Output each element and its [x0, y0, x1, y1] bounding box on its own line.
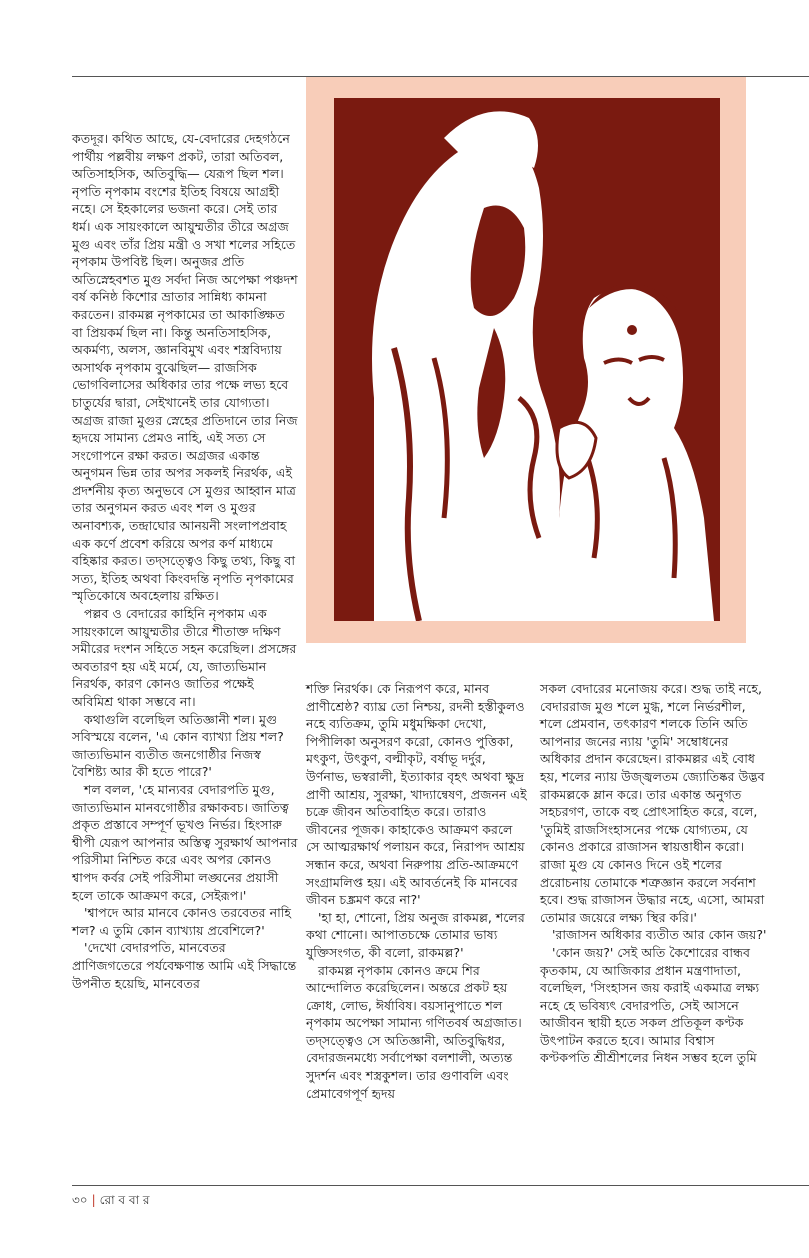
paragraph: 'হা হা, শোনো, প্রিয় অনুজ রাকমল্ল, শলের কথা শোনো। আপাতচক্ষে তোমার ভাষ্য যুক্তিসংগত, কী বলো, রাকমল্ল?' [306, 909, 525, 960]
paragraph: কথাগুলি বলেছিল অতিজ্ঞানী শল। মুগু সবিস্ময়ে বলেন, 'এ কোন ব্যাখ্যা প্রিয় শল? জাত্যভিমান ব্যতীত জনগোষ্ঠীর নিজস্ব বৈশিষ্ট্য আর কী হতে পারে?' [72, 711, 284, 780]
paragraph: 'কোন জয়?' সেই অতি কৈশোরের বান্ধব কৃতকাম, যে আজিকার প্রধান মন্ত্রণাদাতা, বলেছিল, 'সিংহাসন জয় করাই একমাত্র লক্ষ্য নহে হে ভবিষ্যৎ বেদারপতি, সেই আসনে আজীবন স্থায়ী হতে সকল প্রতিকূল কণ্টক উৎপাটন করতে হবে। আমার বিশ্বাস কণ্টকপতি শ্রীশ্রীশলের নিধন সম্ভব হলে তুমি [540, 944, 760, 1066]
paragraph: শল বলল, 'হে মান্যবর বেদারপতি মুগু, জাত্যভিমান মানবগোষ্ঠীর রক্ষাকবচ। জাতিত্ব প্রকৃত প্রস্তাবে সম্পূর্ণ ভূখণ্ড নির্ভর। হিংসারু শ্বীপী যেরূপ আপনার অস্তিত্ব সুরক্ষার্থ আপনার পরিসীমা নিশ্চিত করে এবং অপর কোনও শ্বাপদ কর্বর সেই পরিসীমা লঙ্ঘনের প্রয়াসী হলে তাকে আক্রমণ করে, সেইরূপ।' [72, 781, 298, 903]
illustration-art [334, 98, 720, 621]
text-column-1 [72, 130, 298, 992]
woodcut-illustration [334, 98, 720, 621]
text-column-2 [306, 680, 528, 1102]
footer-separator: | [91, 1193, 96, 1207]
paragraph: সকল বেদারের মনোজয় করে। শুদ্ধ তাই নহে, বেদাররাজ মুগু শলে মুগ্ধ, শলে নির্ভরশীল, শলে প্রেমবান, তৎকারণ শলকে তিনি অতি আপনার জনের ন্যায় 'তুমি' সম্বোধনের অধিকার প্রদান করেছেন। রাকমল্লর এই বোধ হয়, শলের ন্যায় উজ্জ্বলতম জ্যোতিষ্কর উদ্ভব রাকমল্লকে ম্লান করে। তার একান্ত অনুগত সহচরগণ, তাকে বহু প্রোৎসাহিত করে, বলে, 'তুমিই রাজসিংহাসনের পক্ষে যোগ্যতম, যে কোনও প্রকারে রাজাসন স্বায়ত্তাধীন করো। রাজা মুগু যে কোনও দিনে ওই শলের প্ররোচনায় তোমাকে শত্রুজ্ঞান করলে সর্বনাশ হবে। শুদ্ধ রাজাসন উদ্ধার নহে, এসো, আমরা তোমার জয়েরে লক্ষ্য স্থির করি।' [540, 681, 765, 925]
bottom-rule [72, 1185, 809, 1186]
paragraph: 'রাজাসন অধিকার ব্যতীত আর কোন জয়?' [552, 927, 767, 943]
page-number: ৩০ [72, 1193, 88, 1207]
illustration-frame [306, 77, 746, 643]
page-footer [72, 1192, 150, 1212]
text-column-3 [540, 680, 768, 1067]
paragraph: শক্তি নিরর্থক। কে নিরূপণ করে, মানব প্রাণীশ্রেষ্ঠ? ব্যাঘ্র তো নিশ্চয়, রদনী হস্তীকুলও নহে ব্যতিক্রম, তুমি মধুমক্ষিকা দেখো, পিপীলিকা অনুসরণ করো, কোনও পুত্তিকা, মৎকুণ, উৎকুণ, বল্মীকৃট, বর্ষাভূ দর্দুর, উর্ণনাভ, ভস্বরালী, ইত্যাকার বৃহৎ অথবা ক্ষুদ্র প্রাণী আশ্রয়, সুরক্ষা, খাদ্যান্বেষণ, প্রজনন এই চক্রে জীবন অতিবাহিত করে। তারাও জীবনের পূজক। কাহাকেও আক্রমণ করলে সে আত্মরক্ষার্থ পলায়ন করে, নিরাপদ আশ্রয় সন্ধান করে, অথবা নিরুপায় প্রতি-আক্রমণে সংগ্রামলিপ্ত হয়। এই আবর্তনেই কি মানবের জীবন চঙ্ক্রমণ করে না?' [306, 681, 527, 908]
paragraph: পল্লব ও বেদারের কাহিনি নৃপকাম এক সায়ংকালে আয়ুম্মতীর তীরে শীতাক্ত দক্ষিণ সমীরের দংশন সহিতে সহন করেছিল। প্রসঙ্গের অবতারণ হয় এই মর্মে, যে, জাত্যভিমান নিরর্থক, কারণ কোনও জাতির পক্ষেই অবিমিশ্র থাকা সম্ভবে না। [72, 606, 297, 709]
paragraph: 'শ্বাপদে আর মানবে কোনও তরবেতর নাহি শল? এ তুমি কোন ব্যাখ্যায় প্রবেশিলে?' [72, 905, 291, 938]
magazine-name: রো ব বা র [99, 1193, 150, 1207]
paragraph: 'দেখো বেদারপতি, মানবেতর প্রাণিজগতেরে পর্যবেক্ষণান্ত আমি এই সিদ্ধান্তে উপনীত হয়েছি, মানবেতর [72, 940, 297, 991]
paragraph: রাকমল্ল নৃপকাম কোনও ক্রমে শির আন্দোলিত করেছিলেন। অন্তরে প্রকট হয় ক্রোধ, লোভ, ঈর্ষাবিষ। বয়সানুপাতে শল নৃপকাম অপেক্ষা সামান্য গণিতবর্ষ অগ্রজাত। তদ্সত্ত্বেও সে অতিজ্ঞানী, অতিবুদ্ধিধর, বেদারজনমধ্যে সর্বাপেক্ষা বলশালী, অত্যন্ত সুদর্শন এবং শস্ত্রকুশল। তার গুণাবলি এবং প্রেমাবেগপূর্ণ হৃদয় [306, 962, 522, 1101]
paragraph: কতদূর। কথিত আছে, যে-বেদারের দেহগঠনে পার্থীয় পল্লবীয় লক্ষণ প্রকট, তারা অতিবল, অতিসাহসিক, অতিবুদ্ধি— যেরূপ ছিল শল। নৃপতি নৃপকাম বংশের ইতিহ বিষয়ে আগ্রহী নহে। সে ইহকালের ভজনা করে। সেই তার ধর্ম। এক সায়ংকালে আয়ুম্মতীর তীরে অগ্রজ মুগু এবং তাঁর প্রিয় মন্ত্রী ও সখা শলের সহিতে নৃপকাম উপবিষ্ট ছিল। অনুজর প্রতি অতিস্নেহবশত মুগু সর্বদা নিজ অপেক্ষা পঞ্চদশ বর্ষ কনিষ্ঠ কিশোর ভ্রাতার সান্নিধ্য কামনা করতেন। রাকমল্ল নৃপকামের তা আকাঙ্ক্ষিত বা প্রিয়কর্ম ছিল না। কিন্তু অনতিসাহসিক, অকর্মণ্য, অলস, জ্ঞানবিমুখ এবং শস্ত্রবিদ্যায় অসার্থক নৃপকাম বুঝেছিল— রাজসিক ভোগবিলাসের অধিকার তার পক্ষে লভ্য হবে চাতুর্যের দ্বারা, সেইখানেই তার যোগ্যতা। অগ্রজ রাজা মুগুর স্নেহের প্রতিদানে তার নিজ হৃদয়ে সামান্য প্রেমও নাহি, এই সত্য সে সংগোপনে রক্ষা করত। অগ্রজর একান্ত অনুগমন ভিন্ন তার অপর সকলই নিরর্থক, এই প্রদর্শনীয় কৃত্য অনুভবে সে মুগুর আহ্বান মাত্র তার অনুগমন করত এবং শল ও মুগুর অনাবশ্যক, তন্দ্রাঘোর আনয়নী সংলাপপ্রবাহ এক কর্ণে প্রবেশ করিয়ে অপর কর্ণ মাধ্যমে বহিষ্কার করত। তদ্সত্ত্বেও কিছু তথ্য, কিছু বা সত্য, ইতিহ অথবা কিংবদন্তি নৃপতি নৃপকামের স্মৃতিকোষে অবহেলায় রক্ষিত। [72, 131, 298, 604]
